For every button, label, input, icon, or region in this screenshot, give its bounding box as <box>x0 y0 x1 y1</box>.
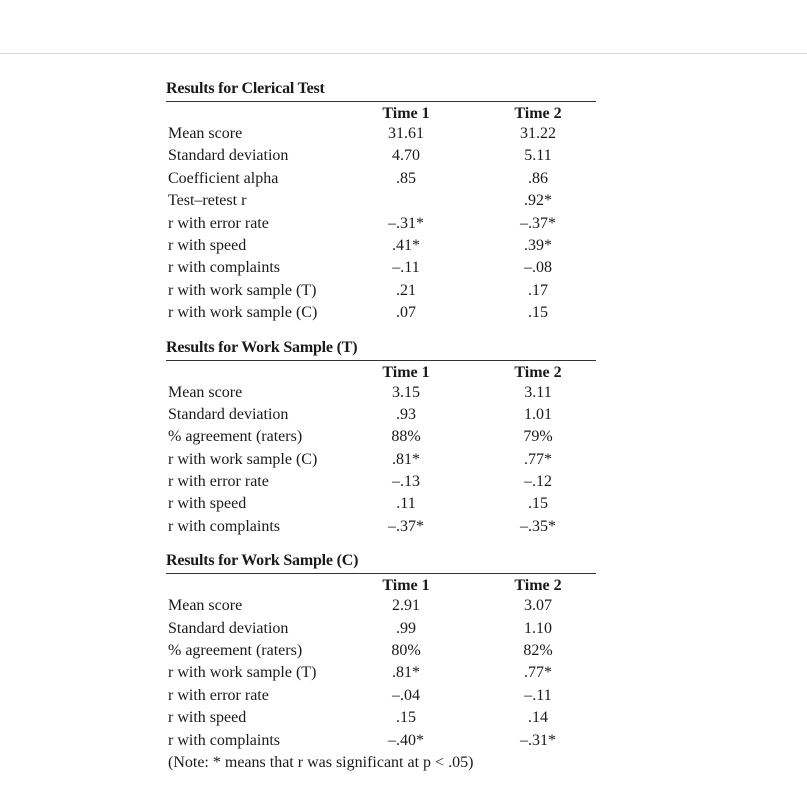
table-row <box>166 426 596 448</box>
time-2-value: .39* <box>524 236 552 254</box>
header-time-1: Time 1 <box>382 363 430 381</box>
section-title: Results for Work Sample (T) <box>166 338 358 356</box>
section-title: Results for Clerical Test <box>166 80 325 97</box>
clerical-test-section <box>166 78 596 325</box>
row-label: r with work sample (C) <box>168 450 318 468</box>
time-2-value: –.37* <box>520 214 556 232</box>
table-row <box>166 707 596 729</box>
row-label: r with complaints <box>168 731 280 749</box>
time-1-value: 80% <box>391 642 421 660</box>
time-1-value: 2.91 <box>392 597 420 615</box>
row-label: Coefficient alpha <box>168 169 279 187</box>
time-2-value: 3.11 <box>524 383 552 401</box>
work-sample-c-section <box>166 550 596 752</box>
table-row <box>166 257 596 279</box>
row-label: r with speed <box>168 495 247 513</box>
table-rows <box>166 382 596 539</box>
time-2-value: 3.07 <box>524 597 552 615</box>
time-2-value: –.35* <box>520 517 556 535</box>
time-2-value: –.08 <box>524 259 552 277</box>
time-2-value: 79% <box>523 428 553 446</box>
row-label: Mean score <box>168 125 243 142</box>
row-label: Mean score <box>168 597 243 615</box>
time-2-value: .86 <box>528 169 548 187</box>
table-row <box>166 449 596 471</box>
time-1-value: .11 <box>396 495 416 513</box>
time-1-value: .21 <box>396 281 416 299</box>
time-2-value: .77* <box>524 664 552 682</box>
row-label: Test–retest r <box>168 192 247 210</box>
table-row <box>166 382 596 404</box>
table-row <box>166 618 596 640</box>
time-1-value: .15 <box>396 709 416 727</box>
time-2-value: 31.22 <box>520 125 556 142</box>
time-1-value: –.37* <box>388 517 424 535</box>
table-row <box>166 516 596 538</box>
time-1-value: –.11 <box>392 259 420 277</box>
table-row <box>166 168 596 190</box>
row-label: Mean score <box>168 383 243 401</box>
row-label: r with work sample (C) <box>168 304 318 322</box>
row-label: % agreement (raters) <box>168 428 303 446</box>
row-label: r with work sample (T) <box>168 664 317 682</box>
table-row <box>166 730 596 752</box>
row-label: r with speed <box>168 236 247 254</box>
row-label: r with error rate <box>168 686 269 704</box>
table-rows <box>166 595 596 752</box>
table-row <box>166 595 596 617</box>
row-label: Standard deviation <box>168 147 289 165</box>
table-row <box>166 145 596 167</box>
top-divider <box>0 53 807 54</box>
header-time-1: Time 1 <box>382 105 430 122</box>
time-2-value: –.31* <box>520 731 556 749</box>
table-row <box>166 640 596 662</box>
results-document <box>166 78 596 774</box>
table-rows <box>166 123 596 325</box>
time-2-value: .77* <box>524 450 552 468</box>
table-row <box>166 123 596 145</box>
row-label: Standard deviation <box>168 405 289 423</box>
time-1-value: .81* <box>392 450 420 468</box>
time-1-value: .85 <box>396 169 416 187</box>
time-2-value: 5.11 <box>524 147 552 165</box>
table-row <box>166 404 596 426</box>
time-2-value: –.12 <box>524 473 552 491</box>
time-1-value: .99 <box>396 619 416 637</box>
time-1-value: .81* <box>392 664 420 682</box>
header-row <box>166 574 596 595</box>
significance-note: (Note: * means that r was significant at p < .05) <box>168 753 474 771</box>
table-row <box>166 685 596 707</box>
time-2-value: .92* <box>524 192 552 210</box>
row-label: Standard deviation <box>168 619 289 637</box>
table-row <box>166 213 596 235</box>
header-time-1: Time 1 <box>382 577 430 595</box>
row-label: r with complaints <box>168 517 280 535</box>
time-1-value: –.13 <box>392 473 420 491</box>
time-1-value: 88% <box>391 428 421 446</box>
row-label: r with work sample (T) <box>168 281 317 299</box>
time-1-value: 31.61 <box>388 125 424 142</box>
time-1-value: .93 <box>396 405 416 423</box>
table-row <box>166 280 596 302</box>
time-2-value: .14 <box>528 709 548 727</box>
table-row <box>166 471 596 493</box>
time-2-value: 82% <box>523 642 553 660</box>
time-1-value: .07 <box>396 304 416 322</box>
time-1-value: 4.70 <box>392 147 420 165</box>
header-time-2: Time 2 <box>514 105 562 122</box>
time-2-value: .15 <box>528 304 548 322</box>
time-1-value: –.04 <box>392 686 420 704</box>
header-row <box>166 102 596 123</box>
row-label: r with speed <box>168 709 247 727</box>
table-row <box>166 493 596 515</box>
time-2-value: 1.10 <box>524 619 552 637</box>
time-2-value: –.11 <box>524 686 552 704</box>
row-label: % agreement (raters) <box>168 642 303 660</box>
time-2-value: 1.01 <box>524 405 552 423</box>
time-1-value: –.31* <box>388 214 424 232</box>
header-row <box>166 361 596 382</box>
table-row <box>166 302 596 324</box>
table-row <box>166 662 596 684</box>
row-label: r with error rate <box>168 473 269 491</box>
work-sample-t-section <box>166 337 596 539</box>
time-2-value: .17 <box>528 281 548 299</box>
header-time-2: Time 2 <box>514 363 562 381</box>
header-time-2: Time 2 <box>514 577 562 595</box>
row-label: r with complaints <box>168 259 280 277</box>
time-2-value: .15 <box>528 495 548 513</box>
table-row <box>166 190 596 212</box>
row-label: r with error rate <box>168 214 269 232</box>
section-title: Results for Work Sample (C) <box>166 552 359 570</box>
time-1-value: –.40* <box>388 731 424 749</box>
table-row <box>166 235 596 257</box>
time-1-value: 3.15 <box>392 383 420 401</box>
time-1-value: .41* <box>392 236 420 254</box>
